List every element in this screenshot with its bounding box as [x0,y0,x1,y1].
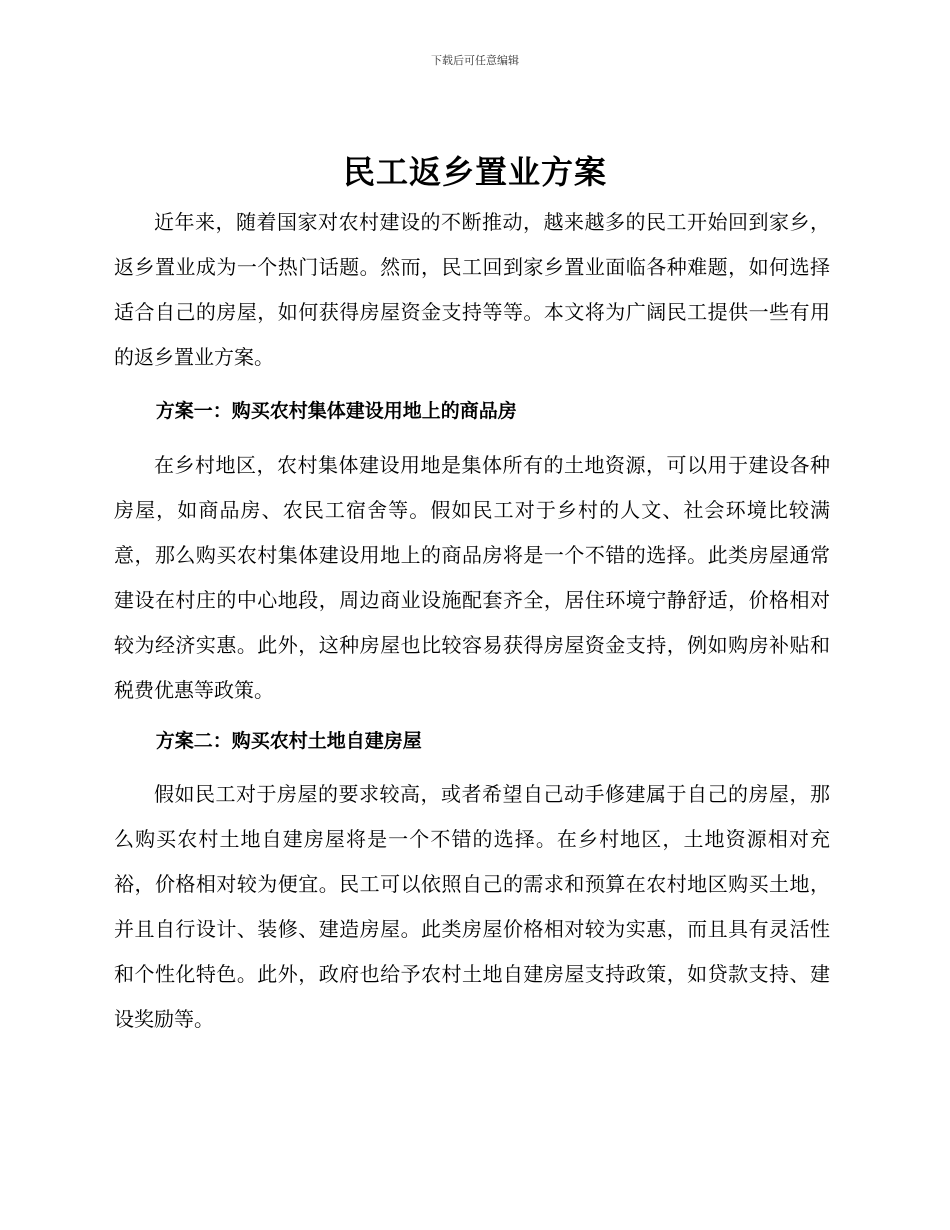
document-title: 民工返乡置业方案 [342,153,607,191]
section-body-plan-2: 假如民工对于房屋的要求较高，或者希望自己动手修建属于自己的房屋，那么购买农村土地自建房屋将是一个不错的选择。在乡村地区，土地资源相对充裕，价格相对较为便宜。民工可以依照自己的需求和预算在农村地区购买土地，并且自行设计、装修、建造房屋。此类房屋价格相对较为实惠，而且具有灵活性和个性化特色。此外，政府也给予农村土地自建房屋支持政策，如贷款支持、建设奖励等。 [114,782,830,1031]
page-header-note: 下载后可任意编辑 [431,54,519,67]
section-heading-plan-2: 方案二：购买农村土地自建房屋 [155,730,422,752]
intro-paragraph: 近年来，随着国家对农村建设的不断推动，越来越多的民工开始回到家乡，返乡置业成为一个热门话题。然而，民工回到家乡置业面临各种难题，如何选择适合自己的房屋，如何获得房屋资金支持等等。本文将为广阔民工提供一些有用的返乡置业方案。 [114,210,830,369]
section-heading-plan-1: 方案一：购买农村集体建设用地上的商品房 [155,400,517,422]
section-body-plan-1: 在乡村地区，农村集体建设用地是集体所有的土地资源，可以用于建设各种房屋，如商品房、农民工宿舍等。假如民工对于乡村的人文、社会环境比较满意，那么购买农村集体建设用地上的商品房将是一个不错的选择。此类房屋通常建设在村庄的中心地段，周边商业设施配套齐全，居住环境宁静舒适，价格相对较为经济实惠。此外，这种房屋也比较容易获得房屋资金支持，例如购房补贴和税费优惠等政策。 [114,453,830,702]
document-body [114,200,830,1042]
